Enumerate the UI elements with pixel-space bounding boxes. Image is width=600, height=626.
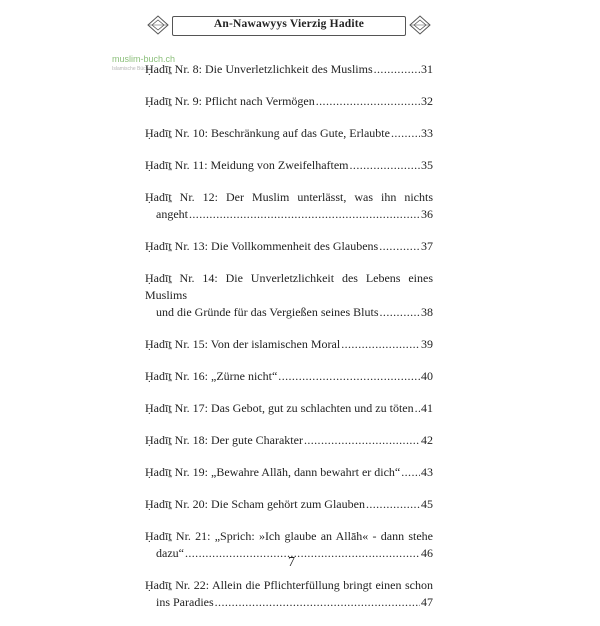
toc-entry-row	[145, 368, 433, 385]
toc-entry-row	[145, 61, 433, 78]
toc-entry-row	[145, 432, 433, 449]
toc-entry-page: 33	[421, 126, 433, 140]
toc-entry-title: Ḥadīṯ Nr. 17: Das Gebot, gut zu schlachten und zu töten	[145, 401, 414, 415]
toc-entry-title: Ḥadīṯ Nr. 13: Die Vollkommenheit des Glaubens	[145, 239, 379, 253]
dot-leader	[391, 125, 420, 142]
dot-leader	[415, 400, 420, 417]
toc-entry-page: 35	[421, 158, 433, 172]
toc-entry-title: angeht	[156, 207, 188, 221]
table-of-contents	[145, 61, 433, 626]
toc-entry-title: dazu“	[156, 546, 184, 560]
toc-entry-title-line: Ḥadīṯ Nr. 14: Die Unverletzlichkeit des Lebens eines Muslims	[145, 271, 433, 302]
toc-entry-title: Ḥadīṯ Nr. 10: Beschränkung auf das Gute, Erlaubte	[145, 126, 390, 140]
toc-entry-row	[145, 125, 433, 142]
toc-entry-title: Ḥadīṯ Nr. 11: Meidung von Zweifelhaftem	[145, 158, 349, 172]
toc-entry-title: Ḥadīṯ Nr. 18: Der gute Charakter	[145, 433, 303, 447]
dot-leader	[401, 464, 420, 481]
toc-entry[interactable]	[145, 336, 433, 353]
toc-entry-title-line: Ḥadīṯ Nr. 22: Allein die Pflichterfüllung bringt einen schon	[145, 578, 433, 592]
toc-entry-row	[145, 206, 433, 223]
toc-entry-page: 41	[421, 401, 433, 415]
ornament-right-icon	[408, 14, 432, 36]
toc-entry[interactable]	[145, 432, 433, 449]
toc-entry-row	[145, 336, 433, 353]
toc-entry[interactable]	[145, 464, 433, 481]
dot-leader	[316, 93, 420, 110]
dot-leader	[350, 157, 420, 174]
toc-entry-page: 43	[421, 465, 433, 479]
dot-leader	[366, 496, 420, 513]
toc-entry-page: 42	[421, 433, 433, 447]
toc-entry-page: 47	[421, 595, 433, 609]
toc-entry-row	[145, 238, 433, 255]
toc-entry-title-line: Ḥadīṯ Nr. 21: „Sprich: »Ich glaube an Allāh« - dann stehe	[145, 529, 433, 543]
dot-leader	[278, 368, 420, 385]
toc-entry-title: ins Paradies	[156, 595, 214, 609]
dot-leader	[379, 238, 420, 255]
toc-entry[interactable]	[145, 125, 433, 142]
toc-entry-page: 39	[421, 337, 433, 351]
toc-entry-title: Ḥadīṯ Nr. 8: Die Unverletzlichkeit des Muslims	[145, 62, 373, 76]
toc-entry[interactable]	[145, 496, 433, 513]
watermark-line2: Islamische Bücher	[112, 66, 153, 72]
toc-entry[interactable]	[145, 270, 433, 321]
toc-entry-title: Ḥadīṯ Nr. 16: „Zürne nicht“	[145, 369, 278, 383]
toc-entry-page: 31	[421, 62, 433, 76]
toc-entry[interactable]	[145, 93, 433, 110]
toc-entry-row	[145, 594, 433, 611]
toc-entry-page: 38	[421, 305, 433, 319]
dot-leader	[189, 206, 420, 223]
dot-leader	[341, 336, 420, 353]
toc-entry-title: Ḥadīṯ Nr. 9: Pflicht nach Vermögen	[145, 94, 315, 108]
toc-entry[interactable]	[145, 577, 433, 611]
dot-leader	[380, 304, 420, 321]
toc-entry-row	[145, 157, 433, 174]
toc-entry-row	[145, 464, 433, 481]
watermark-line1: muslim-buch.ch	[112, 54, 176, 64]
dot-leader	[374, 61, 420, 78]
dot-leader	[215, 594, 420, 611]
toc-entry-title-line: Ḥadīṯ Nr. 12: Der Muslim unterlässt, was ihn nichts	[145, 190, 433, 204]
toc-entry-title: Ḥadīṯ Nr. 15: Von der islamischen Moral	[145, 337, 341, 351]
toc-entry-row	[145, 304, 433, 321]
toc-entry-title: und die Gründe für das Vergießen seines Bluts	[156, 305, 379, 319]
running-header	[146, 14, 432, 38]
toc-entry-row	[145, 93, 433, 110]
running-header-title: An-Nawawyys Vierzig Hadite	[213, 18, 365, 30]
toc-entry-row	[145, 400, 433, 417]
toc-entry-title: Ḥadīṯ Nr. 20: Die Scham gehört zum Glauben	[145, 497, 365, 511]
toc-entry[interactable]	[145, 157, 433, 174]
toc-entry[interactable]	[145, 368, 433, 385]
toc-entry-title: Ḥadīṯ Nr. 19: „Bewahre Allāh, dann bewahrt er dich“	[145, 465, 401, 479]
toc-entry[interactable]	[145, 189, 433, 223]
toc-entry-page: 36	[421, 207, 433, 221]
toc-entry[interactable]	[145, 400, 433, 417]
toc-entry-row	[145, 496, 433, 513]
toc-entry[interactable]	[145, 238, 433, 255]
dot-leader	[304, 432, 420, 449]
toc-entry-page: 45	[421, 497, 433, 511]
page-number: 7	[288, 555, 295, 570]
toc-entry-page: 40	[421, 369, 433, 383]
toc-entry-page: 32	[421, 94, 433, 108]
toc-entry-page: 46	[421, 546, 433, 560]
toc-entry[interactable]	[145, 61, 433, 78]
toc-entry-page: 37	[421, 239, 433, 253]
